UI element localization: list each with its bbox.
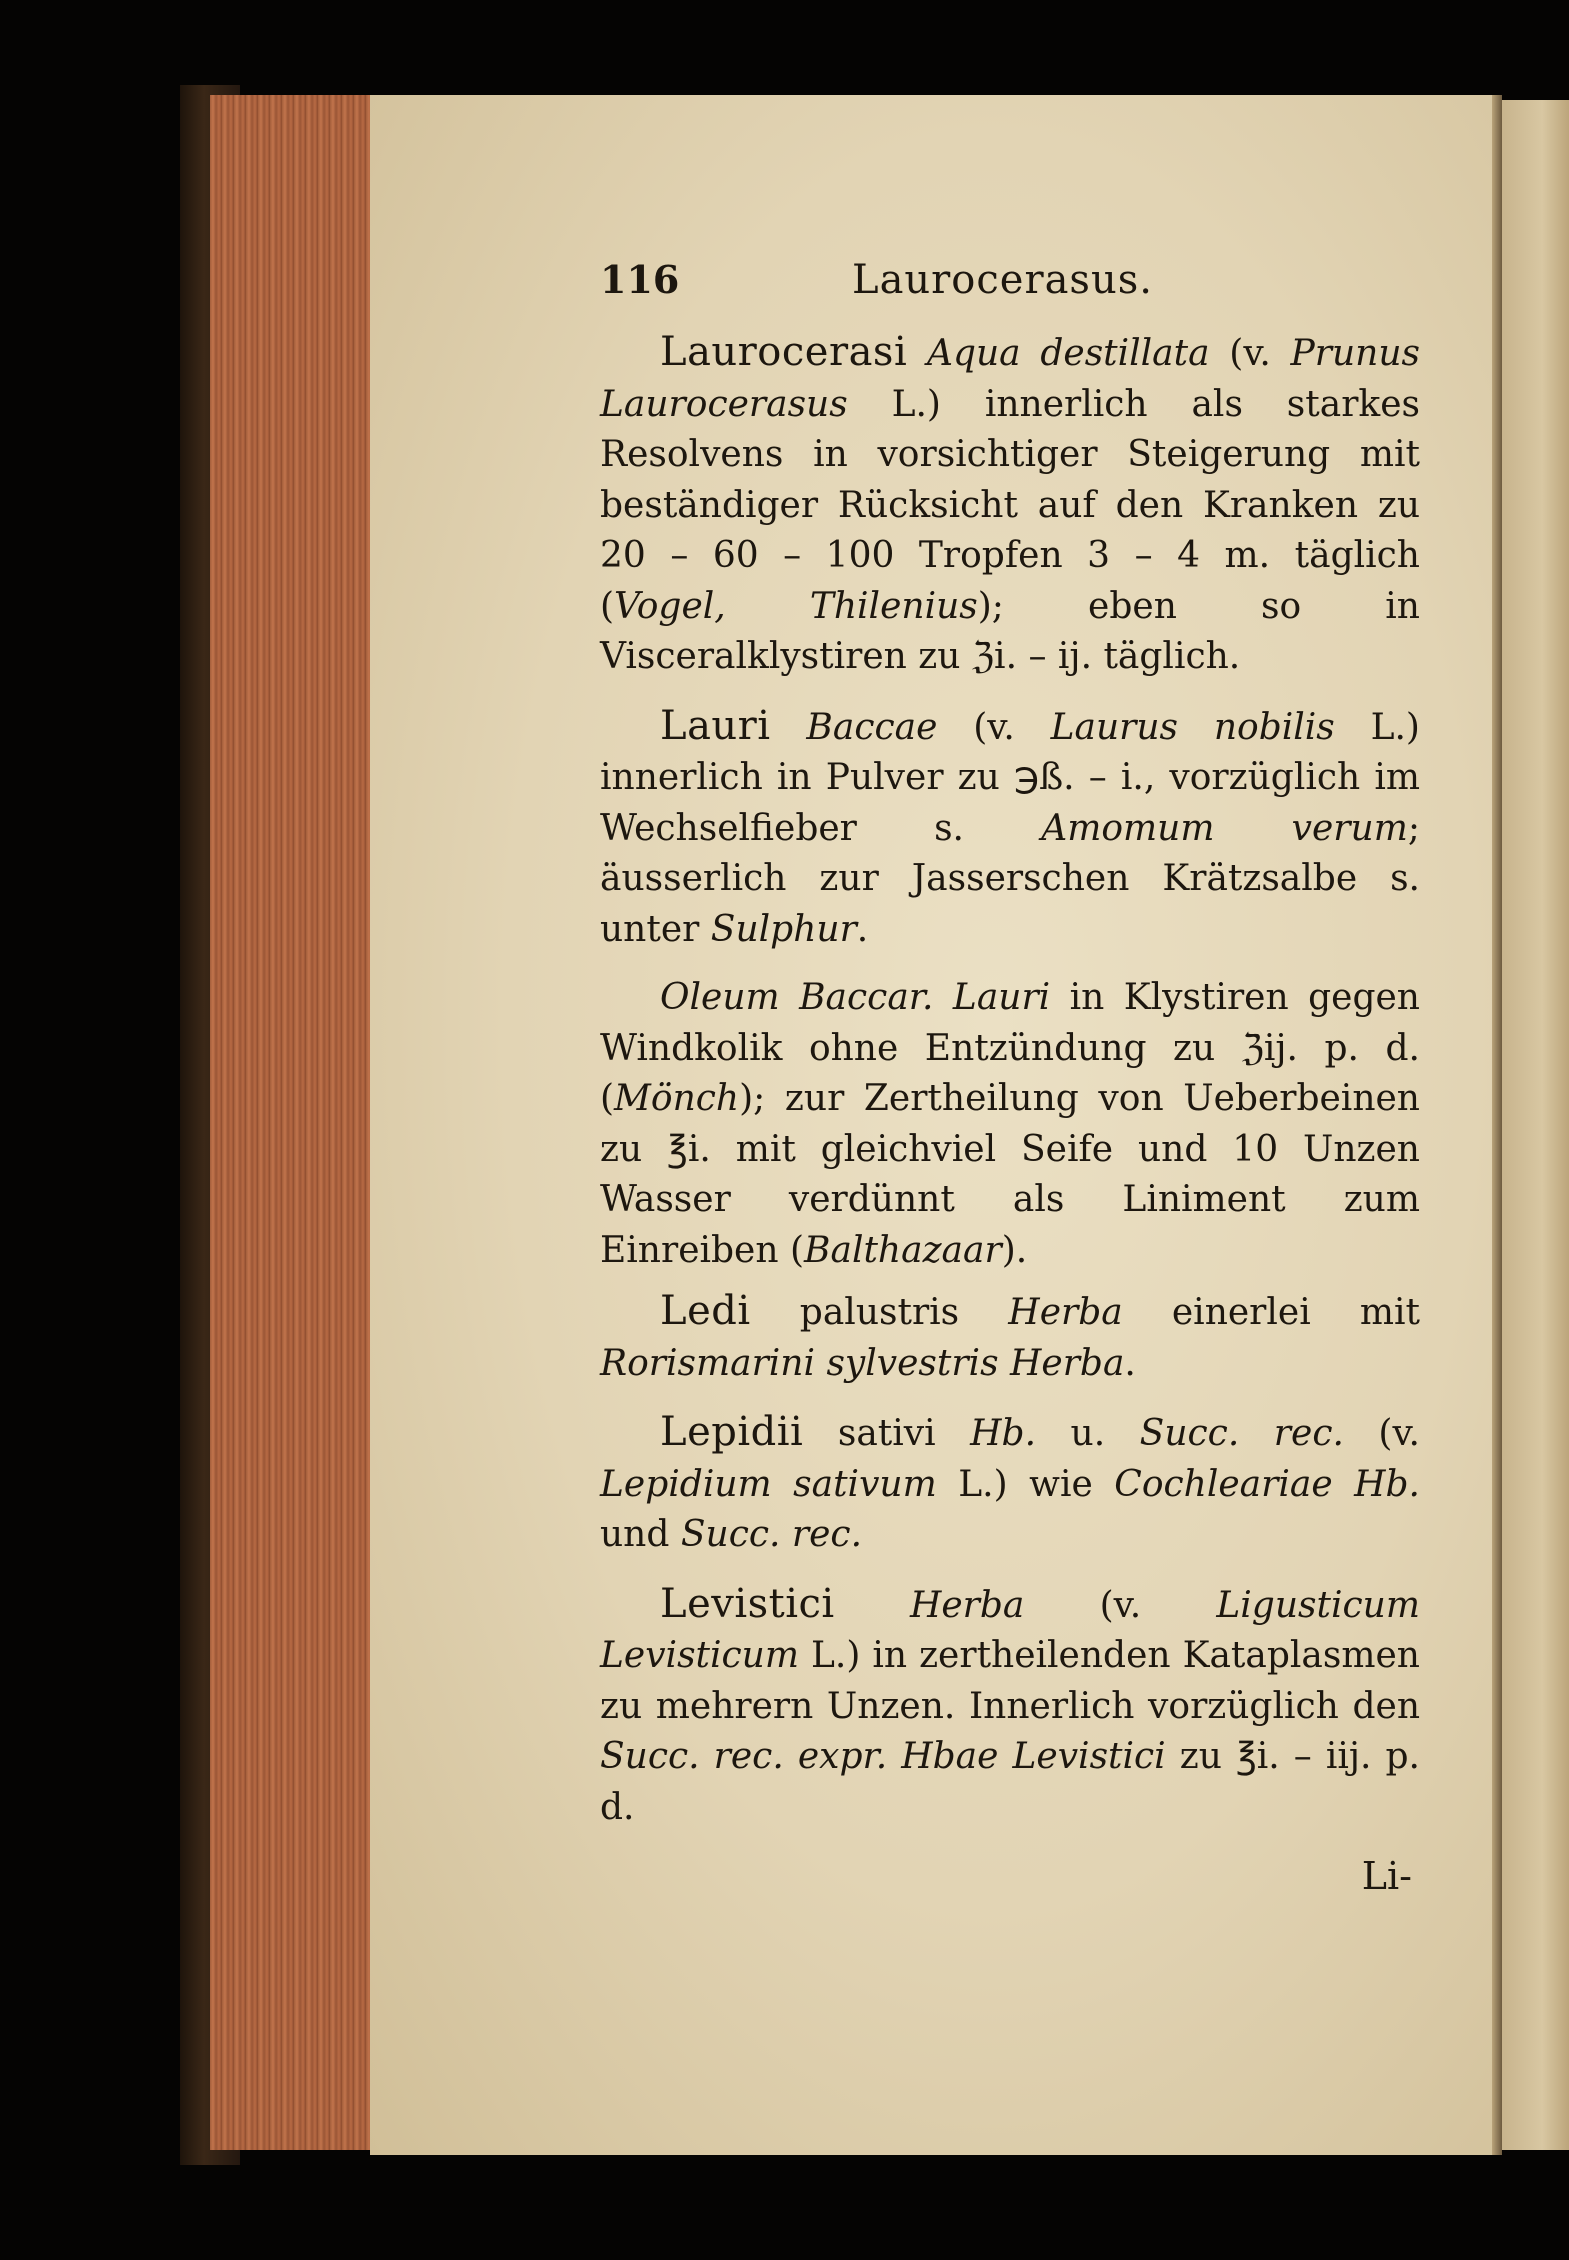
entry-italic: Balthazaar [804,1229,1002,1271]
entry-italic: Prunus Laurocerasus [600,333,1420,425]
entry-lemma: Lauri [660,702,771,749]
entry-lepidii [600,1407,1420,1561]
entry-text: einerlei mit [1122,1292,1420,1333]
entry-italic: Sulphur [710,908,857,950]
entry-oleum [600,973,1420,1276]
entry-text: L.) innerlich als starkes Resolvens in vorsichtiger Steigerung mit beständiger Rücksicht auf den Kranken zu 20 – 60 – 100 Tropfen 3 – 4 m. täglich ( [600,383,1420,627]
entry-italic: Lepidium sativum [600,1463,937,1505]
entry-italic: Hb. [970,1413,1037,1454]
entry-italic: Succ. rec. [680,1514,863,1555]
page-number: 116 [600,257,680,302]
entry-text: ). [1001,1229,1028,1271]
gutter [1492,95,1502,2155]
entry-text: ); eben so in Visceralklystiren zu ℨi. – ij. täglich. [600,585,1420,677]
entry-italic: Rorismarini sylvestris Herba [600,1342,1125,1384]
entry-italic: Herba [1008,1292,1123,1333]
entry-text: palustris [750,1292,1009,1333]
entry-italic: Vogel, Thilenius [614,585,978,627]
facing-page-edge [1502,100,1569,2150]
page-text [600,255,1420,1902]
catchword: Li- [1361,1854,1412,1898]
entry-levistici [600,1579,1420,1834]
entry-italic: Amomum verum [1041,807,1408,849]
entry-text: L.) innerlich in Pulver zu ℈ß. – i., vorzüglich im Wechselfieber s. [600,706,1420,849]
entry-text: (v. [1343,1413,1420,1454]
entry-italic: Herba [909,1584,1025,1626]
entry-laurocerasi [600,327,1420,683]
entry-italic: Aqua destillata [926,333,1210,374]
entry-text: zu ℥i. – iij. p. d. [600,1736,1420,1828]
entry-text: ); zur Zertheilung von Ueberbeinen zu ℥i. mit gleichviel Seife und 10 Unzen Wasser verdünnt als Liniment zum Einreiben ( [600,1078,1420,1271]
entry-lemma: Ledi [660,1288,751,1334]
running-head [600,255,1420,315]
entry-text: und [600,1514,681,1555]
entry-text: L.) wie [936,1463,1115,1505]
page-edges [210,95,375,2150]
running-title: Laurocerasus. [852,257,1153,303]
entry-lemma: Laurocerasi [660,329,908,375]
entry-text: ; äusserlich zur Jasserschen Krätzsalbe s. unter [600,807,1420,950]
entry-italic: Succ. rec. expr. Hbae Levistici [600,1736,1166,1777]
entry-text: . [856,908,869,950]
entry-text: (v. [1209,333,1291,374]
entry-text: u. [1036,1413,1140,1454]
entry-lemma: Levistici [660,1580,835,1627]
entry-lemma: Lepidii [660,1409,804,1455]
entry-italic: Baccae [806,706,938,748]
entry-text: in Klystiren gegen Windkolik ohne Entzündung zu ℨij. p. d. ( [600,977,1420,1119]
entry-ledi [600,1286,1420,1389]
entry-text: . [1124,1342,1136,1384]
entry-italic: Laurus nobilis [1050,706,1335,748]
entry-italic: Ligusticum Levisticum [600,1584,1420,1676]
entry-text: (v. [937,706,1051,748]
entry-italic: Cochleariae Hb. [1114,1463,1421,1505]
entry-italic: Mönch [614,1078,740,1119]
entry-italic: Succ. rec. [1139,1413,1344,1454]
entry-italic: Oleum Baccar. Lauri [660,977,1051,1018]
entry-text: sativi [803,1413,971,1454]
entry-text: (v. [1024,1584,1217,1626]
entry-text: L.) in zertheilenden Kataplasmen zu mehrern Unzen. Innerlich vorzüglich den [600,1635,1420,1727]
entry-lauri [600,701,1420,956]
